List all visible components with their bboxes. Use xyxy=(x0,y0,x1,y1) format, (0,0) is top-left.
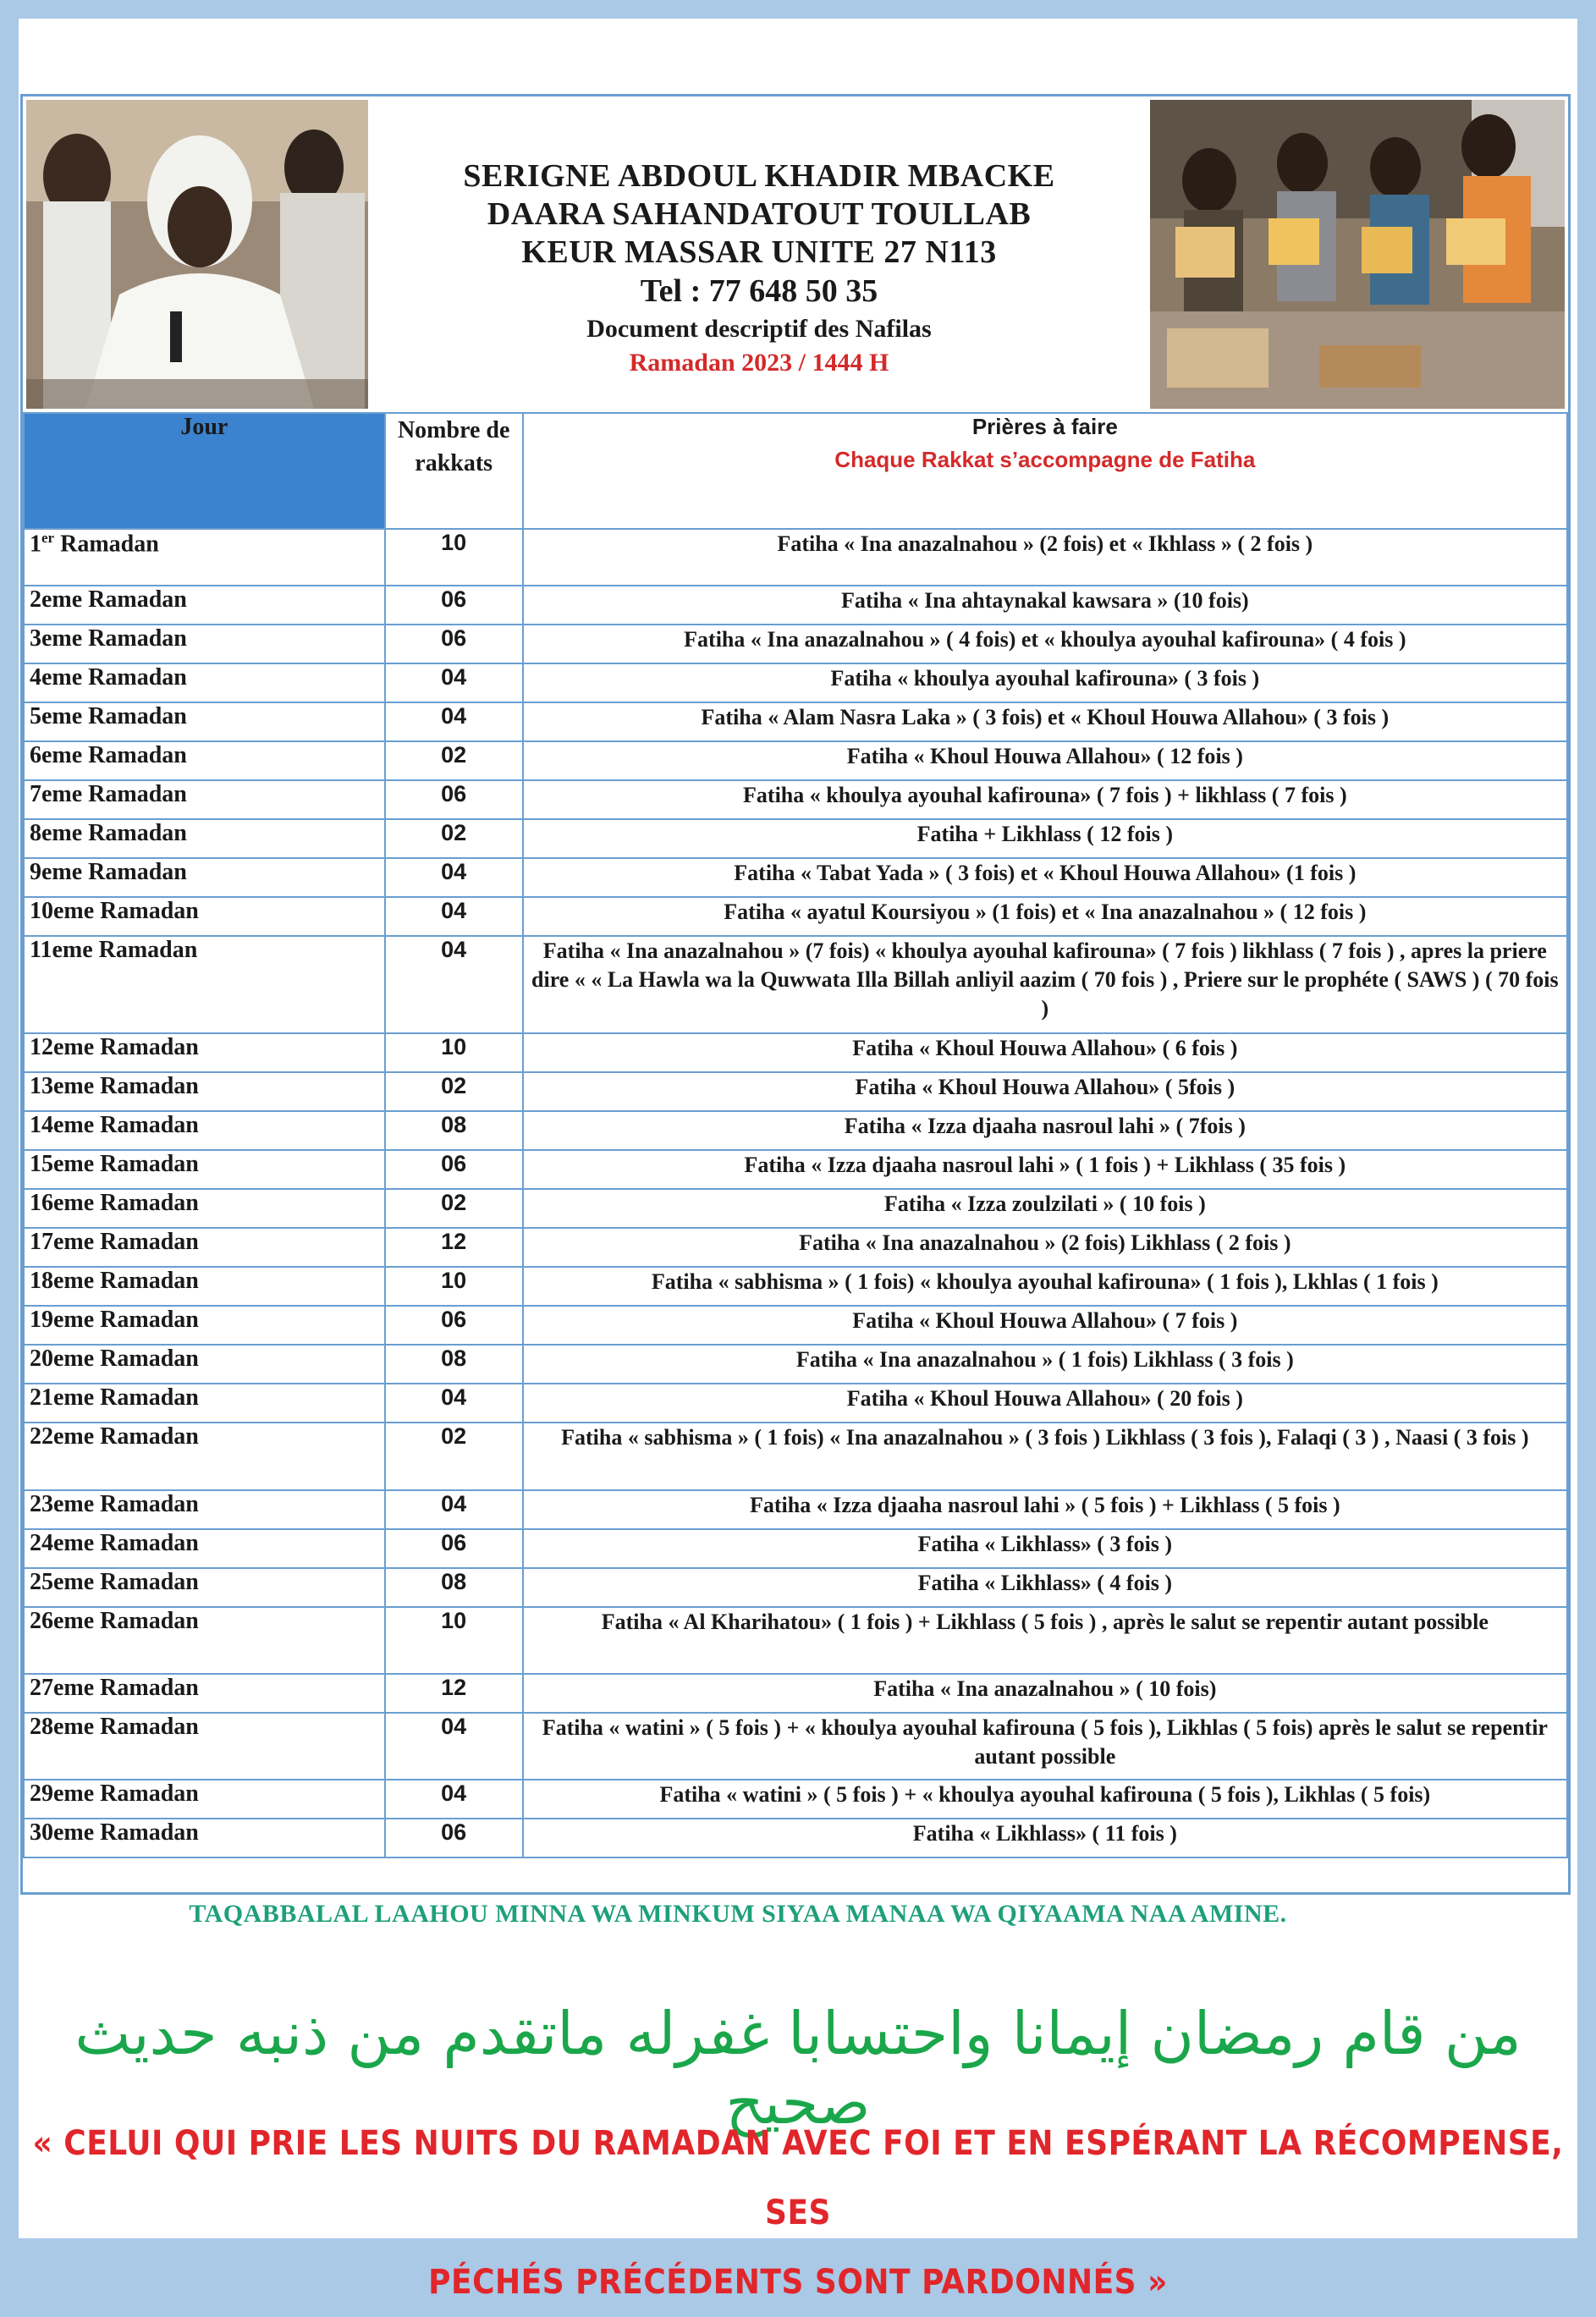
prayer-cell: Fatiha « ayatul Koursiyou » (1 fois) et « Ina anazalnahou » ( 12 fois ) xyxy=(523,897,1567,936)
rakkats-cell: 04 xyxy=(385,936,523,1033)
rakkats-cell: 04 xyxy=(385,897,523,936)
day-cell: 8eme Ramadan xyxy=(24,819,385,858)
day-cell: 22eme Ramadan xyxy=(24,1423,385,1490)
table-row xyxy=(24,897,1567,936)
prayer-cell: Fatiha « Likhlass» ( 11 fois ) xyxy=(523,1819,1567,1857)
header-line-1: SERIGNE ABDOUL KHADIR MBACKE xyxy=(463,158,1055,194)
rakkats-cell: 04 xyxy=(385,1490,523,1529)
prayer-cell: Fatiha « Likhlass» ( 4 fois ) xyxy=(523,1568,1567,1607)
table-row xyxy=(24,1607,1567,1674)
prayer-cell: Fatiha « Ina anazalnahou » (7 fois) « khoulya ayouhal kafirouna» ( 7 fois ) likhlass ( 7 fois ) , apres la priere dire « « La Hawla wa la Quwwata Illa Billah anliyil aazim ( 70 fois ) , Priere sur le prophéte ( SAWS ) ( 70 fois ) xyxy=(523,936,1567,1033)
prayer-cell: Fatiha « khoulya ayouhal kafirouna» ( 3 fois ) xyxy=(523,663,1567,702)
prayer-cell: Fatiha + Likhlass ( 12 fois ) xyxy=(523,819,1567,858)
prayer-cell: Fatiha « Ina anazalnahou » (2 fois) Likhlass ( 2 fois ) xyxy=(523,1228,1567,1267)
day-cell: 16eme Ramadan xyxy=(24,1189,385,1228)
prayer-cell: Fatiha « Al Kharihatou» ( 1 fois ) + Likhlass ( 5 fois ) , après le salut se repentir autant possible xyxy=(523,1607,1567,1674)
document-page xyxy=(19,19,1577,2302)
day-cell: 12eme Ramadan xyxy=(24,1033,385,1072)
photo-students xyxy=(1150,100,1565,409)
prayer-cell: Fatiha « Tabat Yada » ( 3 fois) et « Khoul Houwa Allahou» (1 fois ) xyxy=(523,858,1567,897)
table-row xyxy=(24,1674,1567,1713)
prayer-cell: Fatiha « watini » ( 5 fois ) + « khoulya ayouhal kafirouna ( 5 fois ), Likhlas ( 5 fois) après le salut se repentir autant possible xyxy=(523,1713,1567,1780)
header-nombre: Nombre de rakkats xyxy=(385,413,523,529)
table-row xyxy=(24,1345,1567,1384)
day-cell xyxy=(24,529,385,586)
photo-serigne xyxy=(26,100,368,409)
table-row xyxy=(24,529,1567,586)
rakkats-cell: 06 xyxy=(385,586,523,625)
day-number: 1 xyxy=(30,531,41,558)
prayer-cell: Fatiha « Likhlass» ( 3 fois ) xyxy=(523,1529,1567,1568)
day-cell: 15eme Ramadan xyxy=(24,1150,385,1189)
header-text xyxy=(378,96,1140,412)
table-row xyxy=(24,741,1567,780)
day-cell: 25eme Ramadan xyxy=(24,1568,385,1607)
table-header-row xyxy=(24,413,1567,529)
rakkats-cell: 04 xyxy=(385,663,523,702)
rakkats-cell: 10 xyxy=(385,1033,523,1072)
prayer-cell: Fatiha « Khoul Houwa Allahou» ( 5fois ) xyxy=(523,1072,1567,1111)
rakkats-cell: 12 xyxy=(385,1228,523,1267)
rakkats-cell: 06 xyxy=(385,1150,523,1189)
day-cell: 7eme Ramadan xyxy=(24,780,385,819)
day-cell: 3eme Ramadan xyxy=(24,625,385,663)
rakkats-cell: 08 xyxy=(385,1345,523,1384)
header-prieres-label: Prières à faire xyxy=(971,414,1118,439)
day-cell: 17eme Ramadan xyxy=(24,1228,385,1267)
table-row xyxy=(24,1072,1567,1111)
day-cell: 14eme Ramadan xyxy=(24,1111,385,1150)
table-row xyxy=(24,1490,1567,1529)
table-row xyxy=(24,1529,1567,1568)
day-cell: 4eme Ramadan xyxy=(24,663,385,702)
prayer-cell: Fatiha « Khoul Houwa Allahou» ( 7 fois ) xyxy=(523,1306,1567,1345)
prayer-cell: Fatiha « sabhisma » ( 1 fois) « khoulya ayouhal kafirouna» ( 1 fois ), Lkhlas ( 1 fois ) xyxy=(523,1267,1567,1306)
table-row xyxy=(24,663,1567,702)
day-cell: 28eme Ramadan xyxy=(24,1713,385,1780)
prayer-cell: Fatiha « Ina anazalnahou » ( 10 fois) xyxy=(523,1674,1567,1713)
rakkats-cell: 12 xyxy=(385,1674,523,1713)
table-row xyxy=(24,1228,1567,1267)
rakkats-cell: 04 xyxy=(385,858,523,897)
table-row xyxy=(24,1267,1567,1306)
header-prieres-note: Chaque Rakkat s’accompagne de Fatiha xyxy=(834,447,1256,472)
prayer-cell: Fatiha « watini » ( 5 fois ) + « khoulya ayouhal kafirouna ( 5 fois ), Likhlas ( 5 fois) xyxy=(523,1780,1567,1819)
day-cell: 29eme Ramadan xyxy=(24,1780,385,1819)
rakkats-cell: 02 xyxy=(385,1423,523,1490)
prayer-cell: Fatiha « Khoul Houwa Allahou» ( 20 fois ) xyxy=(523,1384,1567,1423)
nafila-table xyxy=(23,412,1568,1858)
table-row xyxy=(24,1819,1567,1857)
table-row xyxy=(24,1033,1567,1072)
arabic-hadith: من قام رمضان إيمانا واحتسابا غفرله ماتقدم من ذنبه حديث صحيح xyxy=(74,1999,1522,2138)
day-cell: 13eme Ramadan xyxy=(24,1072,385,1111)
rakkats-cell: 02 xyxy=(385,741,523,780)
document-period: Ramadan 2023 / 1444 H xyxy=(629,349,889,377)
day-cell: 27eme Ramadan xyxy=(24,1674,385,1713)
table-row xyxy=(24,1713,1567,1780)
table-row xyxy=(24,586,1567,625)
table-row xyxy=(24,1568,1567,1607)
prayer-cell: Fatiha « Izza djaaha nasroul lahi » ( 5 fois ) + Likhlass ( 5 fois ) xyxy=(523,1490,1567,1529)
invocation-text: TAQABBALAL LAAHOU MINNA WA MINKUM SIYAA MANAA WA QIYAAMA NAA AMINE. xyxy=(189,1900,1287,1928)
table-row xyxy=(24,1189,1567,1228)
table-row xyxy=(24,819,1567,858)
day-cell: 30eme Ramadan xyxy=(24,1819,385,1857)
table-row xyxy=(24,780,1567,819)
rakkats-cell: 02 xyxy=(385,1189,523,1228)
rakkats-cell: 02 xyxy=(385,819,523,858)
rakkats-cell: 10 xyxy=(385,529,523,586)
rakkats-cell: 08 xyxy=(385,1111,523,1150)
translation-line-1: « CELUI QUI PRIE LES NUITS DU RAMADAN AVEC FOI ET EN ESPÉRANT LA RÉCOMPENSE, SES xyxy=(32,2124,1564,2232)
header xyxy=(23,96,1568,412)
prayer-cell: Fatiha « Izza djaaha nasroul lahi » ( 7fois ) xyxy=(523,1111,1567,1150)
day-cell: 19eme Ramadan xyxy=(24,1306,385,1345)
header-line-3: KEUR MASSAR UNITE 27 N113 xyxy=(521,234,997,270)
prayer-cell: Fatiha « Ina anazalnahou » ( 4 fois) et « khoulya ayouhal kafirouna» ( 4 fois ) xyxy=(523,625,1567,663)
prayer-cell: Fatiha « Izza zoulzilati » ( 10 fois ) xyxy=(523,1189,1567,1228)
prayer-cell: Fatiha « khoulya ayouhal kafirouna» ( 7 fois ) + likhlass ( 7 fois ) xyxy=(523,780,1567,819)
rakkats-cell: 04 xyxy=(385,1780,523,1819)
rakkats-cell: 08 xyxy=(385,1568,523,1607)
table-row xyxy=(24,1150,1567,1189)
day-suffix: er xyxy=(41,530,55,546)
day-cell: 2eme Ramadan xyxy=(24,586,385,625)
day-cell: 20eme Ramadan xyxy=(24,1345,385,1384)
day-cell: 18eme Ramadan xyxy=(24,1267,385,1306)
rakkats-cell: 06 xyxy=(385,780,523,819)
prayer-cell: Fatiha « sabhisma » ( 1 fois) « Ina anazalnahou » ( 3 fois ) Likhlass ( 3 fois ), Falaqi ( 3 ) , Naasi ( 3 fois ) xyxy=(523,1423,1567,1490)
table-row xyxy=(24,625,1567,663)
day-cell: 10eme Ramadan xyxy=(24,897,385,936)
header-phone: Tel : 77 648 50 35 xyxy=(640,273,878,309)
table-row xyxy=(24,1423,1567,1490)
nafila-sheet xyxy=(20,94,1571,1895)
rakkats-cell: 06 xyxy=(385,1306,523,1345)
hadith-translation xyxy=(19,2109,1577,2317)
prayer-cell: Fatiha « Alam Nasra Laka » ( 3 fois) et « Khoul Houwa Allahou» ( 3 fois ) xyxy=(523,702,1567,741)
prayer-cell: Fatiha « Izza djaaha nasroul lahi » ( 1 fois ) + Likhlass ( 35 fois ) xyxy=(523,1150,1567,1189)
day-cell: 26eme Ramadan xyxy=(24,1607,385,1674)
table-row xyxy=(24,1384,1567,1423)
rakkats-cell: 06 xyxy=(385,1529,523,1568)
rakkats-cell: 06 xyxy=(385,625,523,663)
table-row xyxy=(24,702,1567,741)
header-line-2: DAARA SAHANDATOUT TOULLAB xyxy=(487,196,1032,232)
rakkats-cell: 06 xyxy=(385,1819,523,1857)
prayer-cell: Fatiha « Khoul Houwa Allahou» ( 12 fois ) xyxy=(523,741,1567,780)
day-cell: 24eme Ramadan xyxy=(24,1529,385,1568)
day-cell: 5eme Ramadan xyxy=(24,702,385,741)
rakkats-cell: 02 xyxy=(385,1072,523,1111)
day-cell: 21eme Ramadan xyxy=(24,1384,385,1423)
table-row xyxy=(24,1780,1567,1819)
header-prieres xyxy=(523,413,1567,529)
prayer-cell: Fatiha « Ina ahtaynakal kawsara » (10 fois) xyxy=(523,586,1567,625)
rakkats-cell: 04 xyxy=(385,702,523,741)
prayer-cell: Fatiha « Khoul Houwa Allahou» ( 6 fois ) xyxy=(523,1033,1567,1072)
table-row xyxy=(24,1306,1567,1345)
prayer-cell: Fatiha « Ina anazalnahou » ( 1 fois) Likhlass ( 3 fois ) xyxy=(523,1345,1567,1384)
translation-line-2: PÉCHÉS PRÉCÉDENTS SONT PARDONNÉS » xyxy=(428,2263,1168,2302)
day-cell: 23eme Ramadan xyxy=(24,1490,385,1529)
day-cell: 9eme Ramadan xyxy=(24,858,385,897)
header-jour: Jour xyxy=(24,413,385,529)
rakkats-cell: 10 xyxy=(385,1267,523,1306)
day-cell: 11eme Ramadan xyxy=(24,936,385,1033)
table-row xyxy=(24,936,1567,1033)
rakkats-cell: 04 xyxy=(385,1713,523,1780)
table-row xyxy=(24,858,1567,897)
document-title: Document descriptif des Nafilas xyxy=(586,315,932,343)
day-cell: 6eme Ramadan xyxy=(24,741,385,780)
prayer-cell: Fatiha « Ina anazalnahou » (2 fois) et « Ikhlass » ( 2 fois ) xyxy=(523,529,1567,586)
table-row xyxy=(24,1111,1567,1150)
rakkats-cell: 04 xyxy=(385,1384,523,1423)
day-label: Ramadan xyxy=(54,531,159,558)
rakkats-cell: 10 xyxy=(385,1607,523,1674)
